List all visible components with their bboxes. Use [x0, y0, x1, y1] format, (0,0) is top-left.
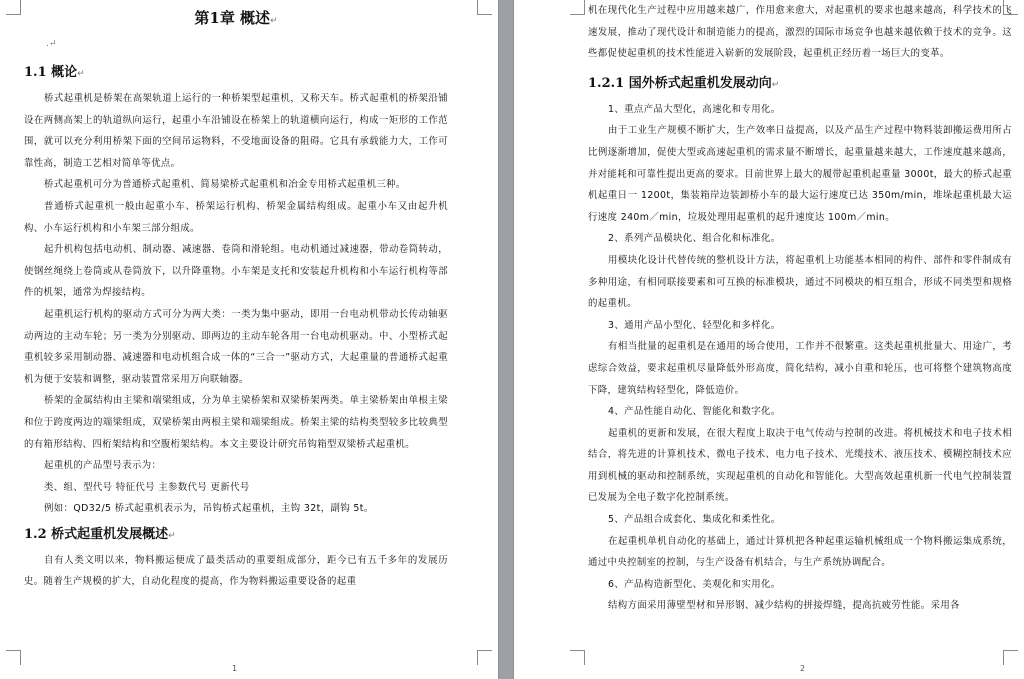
paragraph: 有相当批量的起重机是在通用的场合使用，工作并不很繁重。这类起重机批量大、用途广，考虑综合效益，要求起重机尽量降低外形高度，简化结构，减小自重和轮压，也可将整个建筑物高度下降，建筑结构轻型化，降低造价。 [588, 341, 1012, 396]
paragraph: 结构方面采用薄壁型材和异形钢、减少结构的拼接焊缝，提高抗疲劳性能。采用各 [608, 600, 960, 612]
page-1-content[interactable] [24, 0, 448, 593]
chapter-title: 第1章 概述↵ [194, 9, 278, 27]
list-item-title: 5、产品组合成套化、集成化和柔性化。 [608, 514, 781, 526]
paragraph: 在起重机单机自动化的基础上，通过计算机把各种起重运输机械组成一个物料搬运集成系统，通过中央控制室的控制，与生产设备有机结合，与生产系统协调配合。 [588, 535, 1012, 569]
empty-paragraph-mark: .↵ [46, 39, 57, 49]
list-item-title: 3、通用产品小型化、轻型化和多样化。 [608, 319, 781, 331]
crop-mark-top-left [6, 0, 21, 15]
section-heading-1-1: 1.1 概论↵ [24, 65, 85, 80]
crop-mark-bottom-left [570, 650, 585, 665]
list-item-title: 4、产品性能自动化、智能化和数字化。 [608, 406, 781, 418]
section-heading-1-2: 1.2 桥式起重机发展概述↵ [24, 526, 176, 542]
crop-mark-bottom-right [477, 650, 492, 665]
list-item-title: 2、系列产品模块化、组合化和标准化。 [608, 233, 781, 245]
page-gap [498, 0, 514, 679]
paragraph: 起重机的产品型号表示为： [44, 460, 162, 472]
paragraph: 由于工业生产规模不断扩大，生产效率日益提高，以及产品生产过程中物料装卸搬运费用所占比例逐渐增加，促使大型或高速起重机的需求量不断增长，起重量越来越大，工作速度越来越高，并对能耗和可靠性提出更高的要求。目前世界上最大的履带起重机起重量 3000t，最大的桥式起重机起重日一 1200t，集装箱岸边装卸桥小车的最大运行速度已达 350m/min，堆垛起重机最大运行速度 240m／min，垃圾处理用起重机的起升速度达 100m／min。 [588, 125, 1012, 223]
paragraph: 机在现代化生产过程中应用越来越广，作用愈来愈大，对起重机的要求也越来越高，科学技术的飞速发展，推动了现代设计和制造能力的提高，激烈的国际市场竞争也越来越依赖于技术的竞争。这些都促使起重机的技术性能进入崭新的发展阶段，起重机正经历着一场巨大的变革。 [588, 5, 1012, 60]
crop-mark-bottom-right [1003, 650, 1018, 665]
paragraph: 桥式起重机可分为普通桥式起重机、简易梁桥式起重机和冶金专用桥式起重机三种。 [44, 179, 406, 191]
document-page-2 [514, 0, 1024, 679]
document-page-1 [0, 0, 498, 679]
page-2-content[interactable] [588, 0, 1012, 617]
paragraph: 桥式起重机是桥架在高架轨道上运行的一种桥架型起重机，又称天车。桥式起重机的桥架沿铺设在两侧高架上的轨道纵向运行，起重小车沿铺设在桥架上的轨道横向运行，构成一矩形的工作范围，就可以充分利用桥架下面的空间吊运物料，不受地面设备的阻碍。它具有承载能力大，工作可靠性高，制造工艺相对简单等优点。 [24, 93, 448, 169]
paragraph: 类、组、型代号 特征代号 主参数代号 更新代号 [44, 481, 250, 493]
paragraph: 普通桥式起重机一般由起重小车、桥架运行机构、桥架金属结构组成。起重小车又由起升机构、小车运行机构和小车架三部分组成。 [24, 200, 448, 234]
crop-mark-top-right [477, 0, 492, 15]
crop-mark-top-left [570, 0, 585, 15]
crop-mark-bottom-left [6, 650, 21, 665]
paragraph: 起升机构包括电动机、制动器、减速器、卷筒和滑轮组。电动机通过减速器，带动卷筒转动，使钢丝绳绕上卷筒或从卷筒放下，以升降重物。小车架是支托和安装起升机构和小车运行机构等部件的机架，通常为焊接结构。 [24, 244, 448, 299]
list-item-title: 6、产品构造新型化、美观化和实用化。 [608, 578, 781, 590]
section-heading-1-2-1: 1.2.1 国外桥式起重机发展动向↵ [588, 75, 780, 91]
page-number: 2 [800, 664, 806, 673]
paragraph: 用模块化设计代替传统的整机设计方法，将起重机上功能基本相同的构件、部件和零件制成有多种用途，有相同联接要素和可互换的标准模块，通过不同模块的相互组合，形成不同类型和规格的起重机。 [588, 254, 1012, 310]
paragraph: 例如：QD32/5 桥式起重机表示为，吊钩桥式起重机，主钩 32t，副钩 5t。 [44, 503, 374, 515]
paragraph: 自有人类文明以来，物料搬运便成了最类活动的重要组成部分，距今已有五千多年的发展历史。随着生产规模的扩大，自动化程度的提高，作为物料搬运重要设备的起重 [24, 554, 448, 588]
paragraph: 起重机运行机构的驱动方式可分为两大类：一类为集中驱动，即用一台电动机带动长传动轴驱动两边的主动车轮；另一类为分别驱动、即两边的主动车轮各用一台电动机驱动。中、小型桥式起重机较多采用制动器、减速器和电动机组合成一体的“三合一”驱动方式，大起重量的普通桥式起重机为便于安装和调整，驱动装置常采用万向联轴器。 [24, 308, 448, 385]
paragraph: 起重机的更新和发展，在很大程度上取决于电气传动与控制的改进。将机械技术和电子技术相结合，将先进的计算机技术、微电子技术、电力电子技术、光缆技术、液压技术、模糊控制技术应用到机械的驱动和控制系统，实现起重机的自动化和智能化。大型高效起重机新一代电气控制装置已发展为全电子数字化控制系统。 [588, 427, 1012, 504]
list-item-title: 1、重点产品大型化，高速化和专用化。 [608, 103, 781, 115]
paragraph: 桥架的金属结构由主梁和端梁组成，分为单主梁桥架和双梁桥架两类。单主梁桥架由单根主梁和位于跨度两边的端梁组成，双梁桥架由两根主梁和端梁组成。桥架主梁的结构类型较多比较典型的有箱形结构、四桁架结构和空腹桁架结构。本文主要设计研究吊钩箱型双梁桥式起重机。 [24, 395, 448, 450]
page-number: 1 [232, 664, 238, 673]
